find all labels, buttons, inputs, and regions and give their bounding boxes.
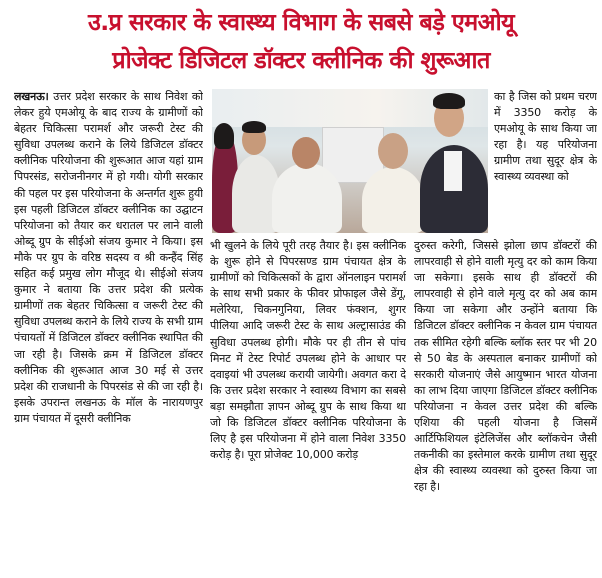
article-column-right-top: [494, 89, 597, 236]
headline-line-2: प्रोजेक्ट डिजिटल डॉक्टर क्लीनिक की शुरूआत: [112, 46, 490, 74]
headline-line-1: उ.प्र सरकार के स्वास्थ्य विभाग के सबसे बड़े एमओयू: [87, 8, 515, 36]
column-middle-text: भी खुलने के लिये पूरी तरह तैयार है। इस क्लीनिक के शुरू होने से पिपरसण्ड ग्राम पंचायत क्षेत्र के ग्रामीणों को चिकित्सकों के द्वारा ऑनलाइन परामर्श के साथ सभी प्रकार के फीवर प्रोफाइल जैसे डेंगू, मलेरिया, चिकनगुनिया, लिवर फंक्शन, शुगर पीलिया आदि जरूरी टेस्ट के साथ अल्ट्रासाउंड की सुविधा उपलब्ध होगी। मौके पर ही तीन से पांच मिनट में टेस्ट रिपोर्ट उपलब्ध होने के आधार पर दवाइयां भी उपलब्ध करायी जायेगी। अवगत करा दे कि उत्तर प्रदेश सरकार ने स्वास्थ्य विभाग का सबसे बड़ा समझौता ज्ञापन ओब्दू ग्रुप के साथ किया था जो कि डिजिटल डॉक्टर क्लीनिक परियोजना के लिए है इस परियोजना में होने वाला निवेश 3350 करोड़ है। पूरा प्रोजेक्ट 10,000 करोड़: [210, 239, 406, 462]
dateline: लखनऊ।: [14, 90, 49, 103]
article-column-right: [414, 238, 597, 575]
article-column-middle: [210, 238, 406, 575]
article-column-left: [14, 89, 203, 575]
column-right-top-text: का है जिस को प्रथम चरण में 3350 करोड़ के एमओयू के साथ किया जा रहा है। यह परियोजना ग्रामीण तथा सुदूर क्षेत्र के स्वास्थ्य व्यवस्था को: [494, 90, 597, 184]
column-right-text: दुरुस्त करेगी, जिससे झोला छाप डॉक्टरों की लापरवाही से होने वाली मृत्यु दर को काम किया जा सकेगा। इसके साथ ही डॉक्टरों की लापरवाही से होने वाले मृत्यु दर को अब काम किया जा सकेगा और उन्होंने बताया कि डिजिटल डॉक्टर क्लीनिक न केवल ग्राम पंचायत तक सीमित रहेगी बल्कि ब्लॉक स्तर पर भी 20 से 50 बेड के अस्पताल बनाकर ग्रामीणों को सरकारी योजनाएं जैसे आयुष्मान भारत योजना का लाभ दिया जाएगा डिजिटल डॉक्टर क्लीनिक परियोजना न केवल उत्तर प्रदेश की बल्कि एशिया की पहली योजना है जिसमें आर्टिफिशियल इंटेलिजेंस और ब्लॉकचेन जैसी तकनीकी का इस्तेमाल करके ग्रामीण तथा सुदूर क्षेत्र की स्वास्थ्य व्यवस्था को दुरुस्त किया जा रहा है।: [414, 239, 597, 494]
news-photo: [212, 89, 488, 233]
column-left-text: उत्तर प्रदेश सरकार के साथ निवेश को लेकर हुये एमओयू के बाद राज्य के ग्रामीणों को बेहतर चिकित्सा परामर्श और जरूरी टेस्ट की सुविधा उपलब्ध कराने के लिये डिजिटल डॉक्टर क्लीनिक परियोजना की शुरूआत आज यहां ग्राम पिपरसंड, सरोजनीनगर में हो गयी। योगी सरकार की पहल पर इस परियोजना के अन्तर्गत शुरू हुयी इस पहली डिजिटल डॉक्टर क्लीनिक का उद्घाटन परियोजना को तैयार कर धरातल पर लाने वाली ओब्दू ग्रुप के सीईओ संजय कुमार ने किया। इस मौके पर ग्रुप के वरिष्ठ सदस्य व श्री कन्हैंद सिंह सहित कई प्रमुख लोग मौजूद थे। सीईओ संजय कुमार ने बताया कि उत्तर प्रदेश की प्रत्येक ग्रामीणों तक बेहतर चिकित्सा व जरूरी टेस्ट की सुविधा उपलब्ध कराने के लिये राज्य के सभी ग्राम पंचायतों में डिजिटल डॉक्टर क्लीनिक स्थापित की जा रही है। जिसके क्रम में डिजिटल डॉक्टर क्लीनिक की शुरूआत आज 30 मई से उत्तर प्रदेश की राजधानी के पिपरसंड से की जा रही है। इसके उपरान्त लखनऊ के मॉल के नारायणपुर ग्राम पंचायत में दूसरी क्लीनिक: [14, 90, 203, 425]
headline: [0, 0, 602, 84]
